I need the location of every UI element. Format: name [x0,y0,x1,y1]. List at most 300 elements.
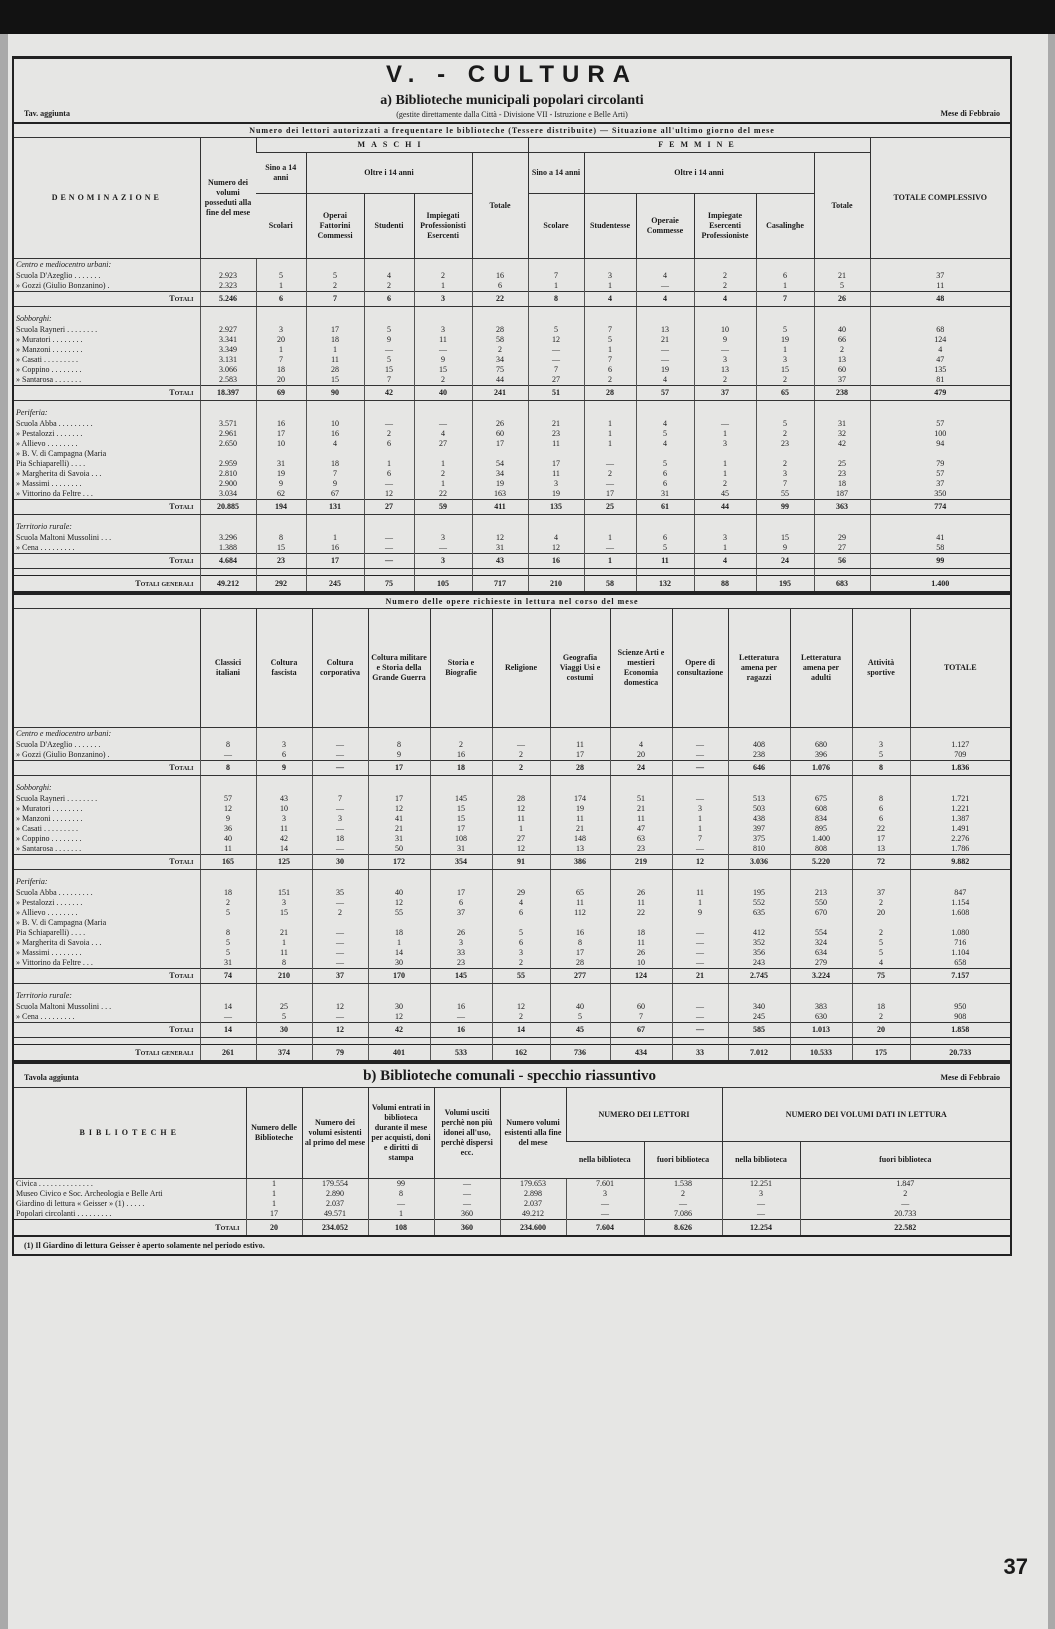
cell: 21 [528,419,584,429]
row-label: » Casati . . . . . . . . . [16,824,78,833]
cell: 552 [728,898,790,908]
cell: 1.836 [910,761,1010,776]
cell: 219 [610,855,672,870]
cell: 42 [814,439,870,449]
opere-row-grp [14,876,1010,888]
cell [528,521,584,533]
cell: 3.224 [790,969,852,984]
cell: 125 [256,855,312,870]
cell [756,449,814,459]
cell [414,313,472,325]
cell: 360 [434,1209,500,1220]
cell [200,259,256,272]
cell: 3 [756,469,814,479]
cell: 88 [694,576,756,593]
lettori-table [14,138,1010,593]
cell: 37 [870,271,1010,281]
spacer-row [14,569,1010,576]
cell [672,990,728,1002]
cell: 503 [728,804,790,814]
row-label: » Massimi . . . . . . . . [16,479,82,488]
cell: 47 [870,355,1010,365]
col-impiegati: Impiegati Professionisti Esercenti [414,194,472,259]
cell: 1 [584,419,636,429]
col-scolari: Scolari [256,194,306,259]
cell: 17 [852,834,910,844]
cell: — [672,1012,728,1023]
cell [414,521,472,533]
cell [852,728,910,741]
cell: 75 [472,365,528,375]
lettori-row-tot [14,500,1010,515]
cell: 2 [492,761,550,776]
opere-row-line [14,918,1010,928]
cell: 2 [492,1012,550,1023]
lettori-row-tot [14,292,1010,307]
row-label: » Margherita di Savoia . . . [16,938,102,947]
cell: 7 [584,325,636,335]
cell: 1 [672,824,728,834]
cell: 2 [852,1012,910,1023]
cell: 31 [200,958,256,969]
cell: 151 [256,888,312,898]
cell: 13 [636,325,694,335]
cell: 60 [610,1002,672,1012]
cell [256,918,312,928]
row-label: Centro e mediocentro urbani: [16,729,112,738]
cell: 11 [550,898,610,908]
cell [368,782,430,794]
cell: 383 [790,1002,852,1012]
col-b-usciti: Volumi usciti perchè non più idonei all'uso, perchè dispersi ecc. [434,1088,500,1179]
lettori-row-line [14,459,1010,469]
cell: 2.890 [302,1189,368,1199]
cell: 20 [852,908,910,918]
cell: 1 [694,459,756,469]
section-a-note: (gestite direttamente dalla Città - Divisione VII - Istruzione e Belle Arti) [396,110,628,119]
col-b-volumi-fuori: fuori biblioteca [800,1142,1010,1179]
cell: — [672,844,728,855]
cell: 234.052 [302,1220,368,1237]
cell [200,313,256,325]
row-label: » Manzoni . . . . . . . . [16,814,83,823]
cell: 179.653 [500,1179,566,1190]
cell [256,407,306,419]
opere-row-line [14,750,1010,761]
cell: 10 [256,804,312,814]
cell: 1.387 [910,814,1010,824]
cell: 22.582 [800,1220,1010,1237]
cell: 61 [636,500,694,515]
row-label: Periferia: [16,877,48,886]
cell: 66 [814,335,870,345]
cell: 2 [694,271,756,281]
row-label: » Vittorino da Feltre . . . [16,489,93,498]
cell: 28 [472,325,528,335]
opere-row-grp [14,990,1010,1002]
cell: 774 [870,500,1010,515]
cell: 57 [636,386,694,401]
cell: 17 [368,761,430,776]
cell: 172 [368,855,430,870]
cell: 6 [430,898,492,908]
cell: 11 [528,439,584,449]
spacer-cell [312,1038,368,1045]
cell: 7 [306,469,364,479]
cell: — [636,281,694,292]
opere-row-line [14,844,1010,855]
cell [756,259,814,272]
cell: 340 [728,1002,790,1012]
cell: 1 [584,439,636,449]
cell: 1 [584,533,636,543]
cell: 162 [492,1045,550,1062]
cell: 5 [200,938,256,948]
cell: — [800,1199,1010,1209]
cell: 550 [790,898,852,908]
cell: 19 [256,469,306,479]
lettori-row-line [14,335,1010,345]
row-label: Totali [14,554,200,569]
cell: 2 [852,898,910,908]
cell: 12 [364,489,414,500]
cell: 67 [610,1023,672,1038]
cell: 5 [256,1012,312,1023]
cell: 6 [636,469,694,479]
cell: 4 [364,271,414,281]
cell: 18 [200,888,256,898]
cell: 2 [584,469,636,479]
cell: 60 [814,365,870,375]
cell [368,876,430,888]
cell: 19 [472,479,528,489]
cell: 3.571 [200,419,256,429]
opere-row-line [14,948,1010,958]
col-f-totale: Totale [814,153,870,259]
cell: 412 [728,928,790,938]
cell: 5 [636,459,694,469]
cell: 27 [364,500,414,515]
spacer-cell [790,1038,852,1045]
cell: 2 [756,429,814,439]
cell: 7 [756,292,814,307]
row-label: Totali [14,761,200,776]
col-opere-5: Religione [492,609,550,728]
cell: — [368,1199,434,1209]
cell [636,407,694,419]
cell: 20.733 [910,1045,1010,1062]
cell: 630 [790,1012,852,1023]
cell: — [672,740,728,750]
cell [728,782,790,794]
cell [610,782,672,794]
cell: — [200,1012,256,1023]
cell: 17 [584,489,636,500]
cell: — [364,479,414,489]
cell [694,313,756,325]
cell: 5 [492,928,550,938]
cell: 145 [430,794,492,804]
cell: 1 [306,533,364,543]
cell [492,990,550,1002]
cell: 834 [790,814,852,824]
cell [550,782,610,794]
cell [672,782,728,794]
cell: 2.810 [200,469,256,479]
section-b-header [14,1062,1010,1087]
cell [694,449,756,459]
cell: — [694,419,756,429]
row-label: Totali [14,1220,246,1237]
cell [852,876,910,888]
cell: — [636,345,694,355]
section-b-title: b) Biblioteche comunali - specchio riassuntivo [363,1068,656,1084]
cell: 1 [584,281,636,292]
cell [550,990,610,1002]
cell [368,728,430,741]
page-title: V. - CULTURA [386,61,638,88]
cell: 29 [492,888,550,898]
cell: 634 [790,948,852,958]
cell: 5 [636,429,694,439]
cell [306,521,364,533]
cell: 2 [364,429,414,439]
cell [814,313,870,325]
cell: 261 [200,1045,256,1062]
cell [200,728,256,741]
lettori-row-grp [14,313,1010,325]
cell: 22 [852,824,910,834]
cell [472,449,528,459]
spacer-cell [200,569,256,576]
cell: 54 [472,459,528,469]
table2-caption: Numero delle opere richieste in lettura nel corso del mese [14,593,1010,609]
cell: 1 [246,1199,302,1209]
cell: 5 [636,543,694,554]
cell [430,782,492,794]
cell: 7 [256,355,306,365]
cell: 79 [870,459,1010,469]
cell: 12 [528,335,584,345]
cell: — [312,938,368,948]
cell: 3 [256,814,312,824]
cell [306,259,364,272]
opere-row-line [14,1012,1010,1023]
cell: 1.858 [910,1023,1010,1038]
col-f-oltre14: Oltre i 14 anni [584,153,814,194]
cell: 8 [368,1189,434,1199]
cell: 65 [756,386,814,401]
cell [312,876,368,888]
cell: — [434,1179,500,1190]
cell: 57 [870,469,1010,479]
row-label: Civica . . . . . . . . . . . . . . [16,1179,93,1188]
row-label: Totali [14,969,200,984]
cell: 11 [636,554,694,569]
cell: 6 [636,533,694,543]
cell: 6 [364,439,414,449]
opere-row-line [14,928,1010,938]
cell: 2.037 [302,1199,368,1209]
cell: 213 [790,888,852,898]
opere-row-line [14,888,1010,898]
spacer-cell [14,569,200,576]
cell: 56 [814,554,870,569]
cell: — [672,1023,728,1038]
cell: 5 [852,750,910,761]
cell: 58 [870,543,1010,554]
cell [728,876,790,888]
cell: 2.323 [200,281,256,292]
cell: 31 [430,844,492,855]
cell: 16 [306,543,364,554]
cell [528,259,584,272]
cell: 6 [636,479,694,489]
cell: 28 [550,958,610,969]
cell: 6 [852,804,910,814]
row-label: Territorio rurale: [16,991,72,1000]
cell: 75 [852,969,910,984]
row-label: » Allievo . . . . . . . . [16,439,78,448]
opere-row-line [14,908,1010,918]
cell: 132 [636,576,694,593]
cell [584,449,636,459]
lettori-row-line [14,439,1010,449]
cell: 3 [256,898,312,908]
cell: 2.276 [910,834,1010,844]
cell [870,449,1010,459]
col-opere-1: Coltura fascista [256,609,312,728]
cell: 42 [256,834,312,844]
row-label: » Pestalozzi . . . . . . . [16,429,83,438]
cell: 26 [472,419,528,429]
row-label: Scuola Abba . . . . . . . . . [16,888,93,897]
cell [364,407,414,419]
cell: 34 [472,469,528,479]
cell: 14 [200,1002,256,1012]
cell: 11 [610,814,672,824]
cell: 2 [414,375,472,386]
cell: — [584,459,636,469]
cell [430,918,492,928]
cell: 245 [728,1012,790,1023]
cell: 2.900 [200,479,256,489]
cell: 3 [722,1189,800,1199]
cell: 14 [200,1023,256,1038]
cell: 9 [694,335,756,345]
cell: — [672,750,728,761]
cell [528,313,584,325]
cell: 33 [672,1045,728,1062]
cell: 58 [472,335,528,345]
cell: 12 [492,844,550,855]
cell [306,407,364,419]
cell: 6 [492,908,550,918]
cell: 26 [610,888,672,898]
biblioteche-row-line [14,1189,1010,1199]
cell: 68 [870,325,1010,335]
cell: 19 [756,335,814,345]
cell: — [672,761,728,776]
lettori-row-line [14,449,1010,459]
biblioteche-table-body [14,1179,1010,1237]
cell: 238 [814,386,870,401]
cell: 2.923 [200,271,256,281]
cell [414,449,472,459]
cell [256,313,306,325]
row-label: Scuola Abba . . . . . . . . . [16,419,93,428]
col-m-totale: Totale [472,153,528,259]
cell [492,728,550,741]
cell: 396 [790,750,852,761]
lettori-row-line [14,419,1010,429]
cell: 15 [414,365,472,375]
row-label: Totali [14,386,200,401]
cell [610,918,672,928]
cell [312,918,368,928]
cell: 36 [200,824,256,834]
cell: 16 [306,429,364,439]
cell: 1.847 [800,1179,1010,1190]
cell: — [528,355,584,365]
cell: 292 [256,576,306,593]
cell: 124 [610,969,672,984]
cell: 4 [584,292,636,307]
cell: 5 [814,281,870,292]
col-biblioteche: BIBLIOTECHE [14,1088,246,1179]
lettori-row-line [14,271,1010,281]
cell: 1 [756,281,814,292]
cell: 5 [200,908,256,918]
cell [870,521,1010,533]
cell: 10 [694,325,756,335]
cell: 5 [852,948,910,958]
cell: 5 [306,271,364,281]
cell [814,407,870,419]
cell: 363 [814,500,870,515]
cell: 2 [644,1189,722,1199]
cell [610,990,672,1002]
cell [584,313,636,325]
cell: 12 [312,1002,368,1012]
lettori-row-line [14,479,1010,489]
cell: 1.104 [910,948,1010,958]
cell [364,449,414,459]
cell: — [364,419,414,429]
cell: — [364,345,414,355]
spacer-cell [472,569,528,576]
col-operaie: Operaie Commesse [636,194,694,259]
cell [672,918,728,928]
cell: 736 [550,1045,610,1062]
page-content [12,56,1012,1256]
cell: 1 [672,814,728,824]
cell: 40 [814,325,870,335]
cell: 434 [610,1045,672,1062]
cell: 16 [528,554,584,569]
cell: 74 [200,969,256,984]
cell: 17 [246,1209,302,1220]
cell: 1 [694,543,756,554]
cell: 2 [492,958,550,969]
cell: 7 [306,292,364,307]
cell: 9 [256,479,306,489]
cell: 14 [256,844,312,855]
cell: 7 [528,271,584,281]
cell: 37 [430,908,492,918]
cell: 1 [256,345,306,355]
cell: 2.959 [200,459,256,469]
